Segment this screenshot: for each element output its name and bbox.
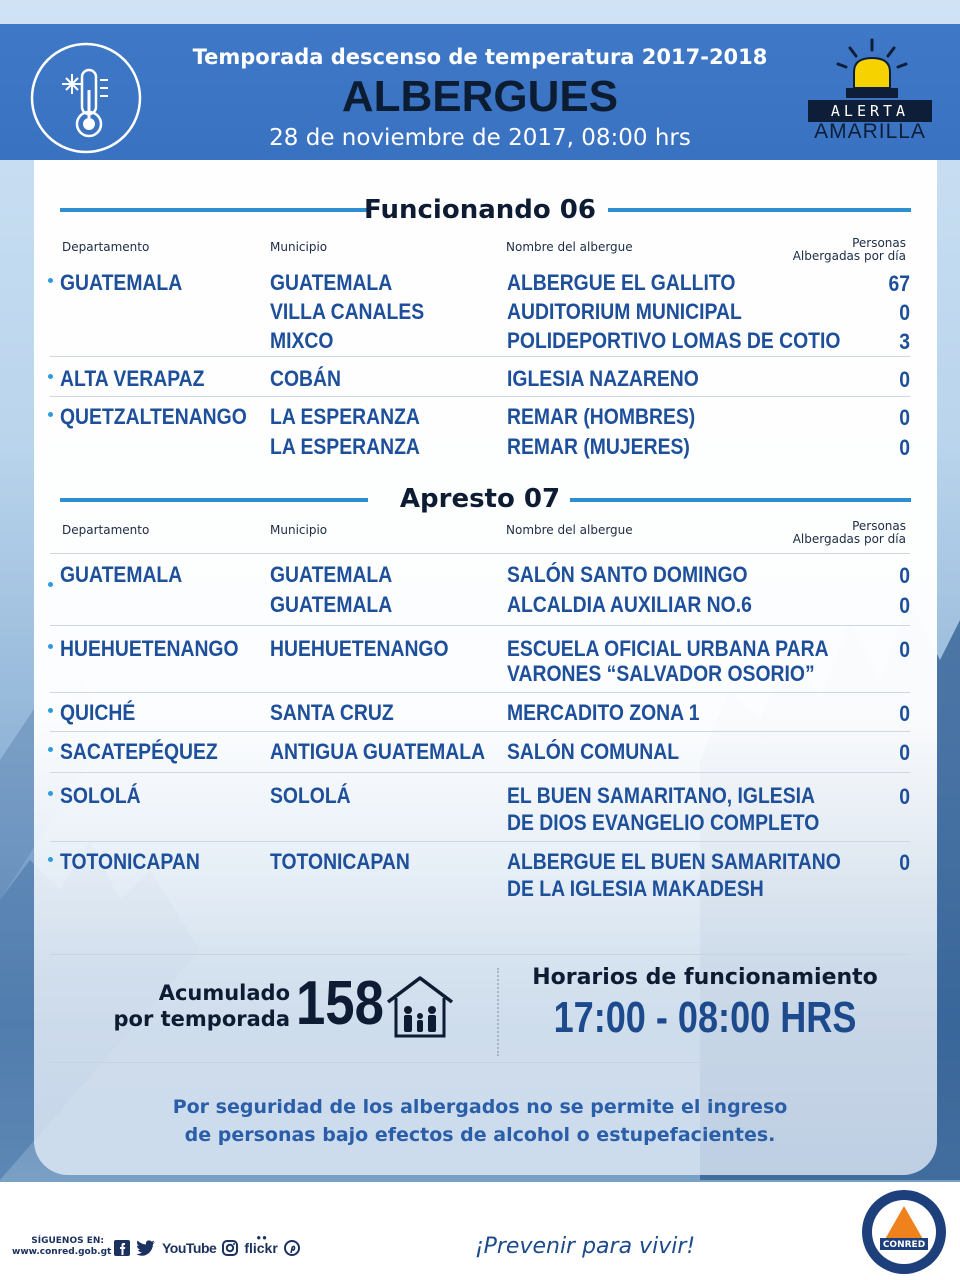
municipio-cell: TOTONICAPAN — [270, 849, 410, 874]
albergue-cell: REMAR (MUJERES) — [507, 434, 690, 459]
row-bullet — [48, 791, 53, 796]
accumulated-value: 158 — [296, 969, 384, 1038]
accumulated-label: Acumulado por temporada — [113, 981, 290, 1031]
row-divider — [50, 841, 910, 842]
youtube-link[interactable]: YouTube — [162, 1240, 217, 1256]
alert-badge — [808, 38, 932, 146]
personas-cell: 0 — [899, 300, 910, 325]
albergue-cell: IGLESIA NAZARENO — [507, 366, 699, 391]
row-bullet — [48, 278, 53, 283]
personas-cell: 0 — [899, 701, 910, 726]
albergue-cell: SALÓN COMUNAL — [507, 739, 680, 764]
albergue-cell: AUDITORIUM MUNICIPAL — [507, 299, 742, 324]
footer — [0, 1182, 960, 1280]
albergue-cell: DE DIOS EVANGELIO COMPLETO — [507, 810, 820, 835]
municipio-cell: ANTIGUA GUATEMALA — [270, 739, 486, 764]
section-funcionando-title: Funcionando 06 — [364, 195, 596, 225]
summary-bottom-rule — [50, 1062, 910, 1063]
personas-cell: 0 — [899, 784, 910, 809]
municipio-cell: GUATEMALA — [270, 592, 393, 617]
report-date: 28 de noviembre de 2017, 08:00 hrs — [269, 125, 691, 151]
personas-cell: 0 — [899, 593, 910, 618]
col-albergue: Nombre del albergue — [506, 240, 633, 254]
dept-cell: ALTA VERAPAZ — [60, 366, 205, 391]
col-personas: Personas Albergadas por día — [792, 519, 906, 546]
row-divider — [50, 772, 910, 773]
municipio-cell: MIXCO — [270, 328, 334, 353]
row-divider — [50, 625, 910, 626]
albergue-cell: MERCADITO ZONA 1 — [507, 700, 700, 725]
albergue-cell: ESCUELA OFICIAL URBANA PARA — [507, 636, 829, 661]
security-notice: Por seguridad de los albergados no se permite el ingreso de personas bajo efectos de alcohol o estupefacientes. — [172, 1096, 788, 1146]
albergue-cell: REMAR (HOMBRES) — [507, 404, 696, 429]
alert-label: ALERTA — [808, 100, 932, 122]
municipio-cell: LA ESPERANZA — [270, 404, 420, 429]
section-apresto-title: Apresto 07 — [399, 484, 561, 514]
municipio-cell: LA ESPERANZA — [270, 434, 420, 459]
col-departamento: Departamento — [62, 240, 150, 254]
dept-cell: GUATEMALA — [60, 562, 183, 587]
col-personas: Personas Albergadas por día — [792, 236, 906, 263]
header-banner — [0, 24, 960, 160]
albergue-cell: ALBERGUE EL GALLITO — [507, 270, 736, 295]
conred-logo-text: CONRED — [882, 1240, 926, 1250]
personas-cell: 0 — [899, 563, 910, 588]
twitter-icon[interactable] — [136, 1240, 156, 1256]
albergue-cell: SALÓN SANTO DOMINGO — [507, 562, 748, 587]
alert-level: AMARILLA — [814, 120, 926, 143]
social-links — [114, 1233, 300, 1260]
summary-separator — [497, 968, 499, 1056]
instagram-icon[interactable] — [222, 1240, 238, 1256]
row-bullet — [48, 412, 53, 417]
municipio-cell: HUEHUETENANGO — [270, 636, 449, 661]
albergue-cell: POLIDEPORTIVO LOMAS DE COTIO — [507, 328, 841, 353]
municipio-cell: COBÁN — [270, 366, 341, 391]
albergue-cell: VARONES “SALVADOR OSORIO” — [507, 661, 815, 686]
facebook-icon[interactable] — [114, 1240, 130, 1256]
col-municipio: Municipio — [270, 523, 328, 537]
albergue-cell: DE LA IGLESIA MAKADESH — [507, 876, 764, 901]
dept-cell: QUICHÉ — [60, 700, 136, 725]
conred-logo — [860, 1188, 948, 1276]
row-divider — [50, 731, 910, 732]
flickr-link[interactable]: ●● flickr — [244, 1233, 278, 1256]
summary-top-rule — [50, 954, 910, 955]
beacon-light-icon — [832, 38, 912, 100]
municipio-cell: SANTA CRUZ — [270, 700, 394, 725]
dept-cell: SOLOLÁ — [60, 783, 141, 808]
personas-cell: 0 — [899, 435, 910, 460]
municipio-cell: GUATEMALA — [270, 270, 393, 295]
albergue-cell: ALCALDIA AUXILIAR NO.6 — [507, 592, 752, 617]
dept-cell: QUETZALTENANGO — [60, 404, 247, 429]
municipio-cell: GUATEMALA — [270, 562, 393, 587]
personas-cell: 0 — [899, 740, 910, 765]
personas-cell: 0 — [899, 367, 910, 392]
dept-cell: GUATEMALA — [60, 270, 183, 295]
follow-us: SÍGUENOS EN: www.conred.gob.gt — [12, 1236, 112, 1257]
col-departamento: Departamento — [62, 523, 150, 537]
page-title: ALBERGUES — [341, 72, 619, 121]
row-divider — [50, 692, 910, 693]
header-divider — [50, 553, 910, 554]
personas-cell: 0 — [899, 637, 910, 662]
row-bullet — [48, 857, 53, 862]
col-municipio: Municipio — [270, 240, 328, 254]
col-albergue: Nombre del albergue — [506, 523, 633, 537]
slogan: ¡Prevenir para vivir! — [474, 1234, 696, 1259]
shelter-house-icon — [384, 972, 456, 1040]
row-bullet — [48, 374, 53, 379]
row-bullet — [48, 582, 53, 587]
pinterest-icon[interactable] — [284, 1240, 300, 1256]
personas-cell: 0 — [899, 405, 910, 430]
hours-title: Horarios de funcionamiento — [532, 965, 878, 990]
municipio-cell: VILLA CANALES — [270, 299, 425, 324]
municipio-cell: SOLOLÁ — [270, 783, 351, 808]
row-bullet — [48, 747, 53, 752]
row-divider — [50, 356, 910, 357]
dept-cell: SACATEPÉQUEZ — [60, 739, 218, 764]
hours-value: 17:00 - 08:00 HRS — [553, 993, 857, 1042]
personas-cell: 3 — [899, 329, 910, 354]
personas-cell: 0 — [899, 850, 910, 875]
personas-cell: 67 — [888, 271, 910, 296]
row-bullet — [48, 708, 53, 713]
website-link[interactable]: www.conred.gob.gt — [12, 1247, 112, 1257]
row-divider — [50, 396, 910, 397]
flickr-dots-icon: ●● — [256, 1233, 268, 1242]
row-bullet — [48, 644, 53, 649]
albergue-cell: EL BUEN SAMARITANO, IGLESIA — [507, 783, 815, 808]
dept-cell: TOTONICAPAN — [60, 849, 200, 874]
dept-cell: HUEHUETENANGO — [60, 636, 239, 661]
albergue-cell: ALBERGUE EL BUEN SAMARITANO — [507, 849, 841, 874]
season-subtitle: Temporada descenso de temperatura 2017-2018 — [192, 45, 768, 69]
